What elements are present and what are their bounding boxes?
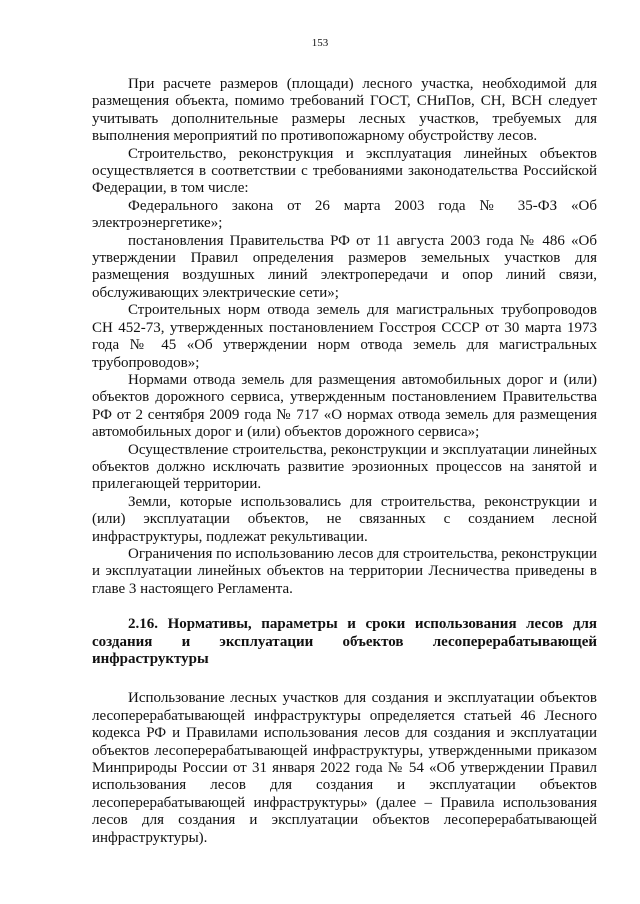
paragraph-erosion-prevention: Осуществление строительства, реконструкции и эксплуатации линейных объектов должно исключать развитие эрозионных процессов на занятой и прилегающей территории. [92,441,597,493]
paragraph-construction-norms-sn-452-73: Строительных норм отвода земель для магистральных трубопроводов СН 452-73, утвержденных постановлением Госстроя СССР от 30 марта 1973 года № 45 «Об утверждении норм отвода земель для магистральных трубопроводов»; [92,302,597,371]
paragraph-linear-objects-intro: Строительство, реконструкция и эксплуатация линейных объектов осуществляется в соответствии с требованиями законодательства Российской Федерации, в том числе: [92,145,597,197]
paragraph-forest-processing-infrastructure: Использование лесных участков для создания и эксплуатации объектов лесоперерабатывающей инфраструктуры определяется статьей 46 Лесного кодекса РФ и Правилами использования лесов для создания и эксплуатации объектов лесоперерабатывающей инфраструктуры, утвержденными приказом Минприроды России от 31 января 2022 года № 54 «Об утверждении Правил использования лесов для создания и эксплуатации объектов лесоперерабатывающей инфраструктуры» (далее – Правила использования лесов для создания и эксплуатации объектов лесоперерабатывающей инфраструктуры). [92,690,597,846]
paragraph-road-land-norms: Нормами отвода земель для размещения автомобильных дорог и (или) объектов дорожного сервиса, утвержденным постановлением Правительства РФ от 2 сентября 2009 года № 717 «О нормах отвода земель для размещения автомобильных дорог и (или) объектов дорожного сервиса»; [92,371,597,441]
paragraph-land-recultivation: Земли, которые использовались для строительства, реконструкции и (или) эксплуатации объектов, не связанных с созданием лесной инфраструктуры, подлежат рекультивации. [92,493,597,545]
section-heading-2-16: 2.16. Нормативы, параметры и сроки использования лесов для создания и эксплуатации объектов лесоперерабатывающей инфраструктуры [92,616,597,667]
paragraph-forest-plot-size: При расчете размеров (площади) лесного участка, необходимой для размещения объекта, помимо требований ГОСТ, СНиПов, СН, ВСН следует учитывать дополнительные размеры лесных участков, требуемых для выполнения мероприятий по противопожарному обустройству лесов. [92,76,597,145]
document-body [92,76,597,847]
paragraph-restrictions-reference: Ограничения по использованию лесов для строительства, реконструкции и эксплуатации линейных объектов на территории Лесничества приведены в главе 3 настоящего Регламента. [92,545,597,597]
paragraph-government-decree-486: постановления Правительства РФ от 11 августа 2003 года № 486 «Об утверждении Правил определения размеров земельных участков для размещения воздушных линий электропередачи и опор линий связи, обслуживающих электрические сети»; [92,232,597,301]
page-number: 153 [311,37,329,49]
paragraph-federal-law-electroenergy: Федерального закона от 26 марта 2003 года № 35-ФЗ «Об электроэнергетике»; [92,197,597,232]
